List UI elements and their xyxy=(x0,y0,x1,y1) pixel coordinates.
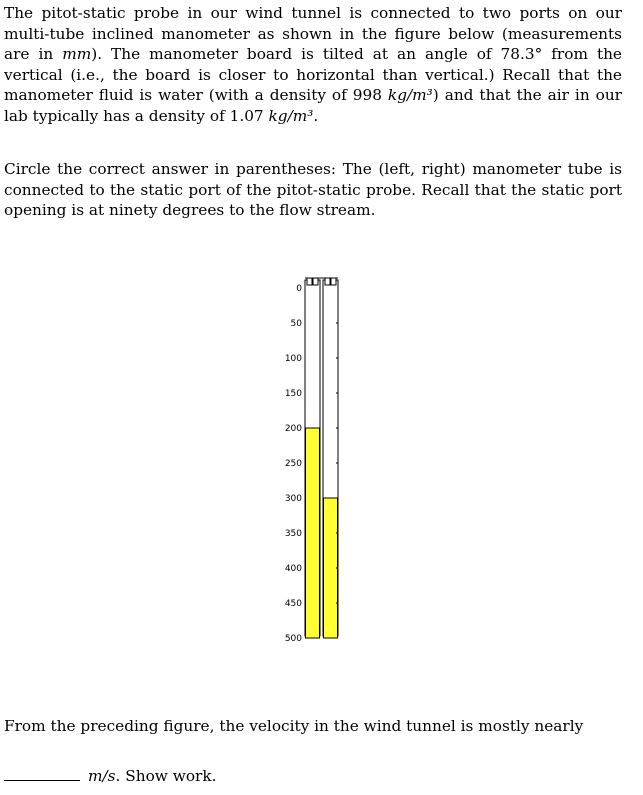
statement-text-1: The pitot-static probe in our wind tunnel is connected to two ports on our multi-tube inclined manometer as shown in the figure below (measurements are in xyxy=(4,4,622,63)
velocity-question: From the preceding figure, the velocity in the wind tunnel is mostly nearly xyxy=(4,717,584,735)
unit-density-water: kg/m³ xyxy=(387,86,433,104)
statement-text-4: . xyxy=(313,106,319,125)
manometer-figure xyxy=(270,270,350,650)
left-tube-fluid xyxy=(306,428,320,638)
right-tube-fluid xyxy=(324,498,338,638)
answer-line xyxy=(4,766,622,787)
scale-label: 400 xyxy=(284,564,302,574)
scale-label: 450 xyxy=(284,599,302,609)
scale-label: 200 xyxy=(284,424,302,434)
statement-text-3: ) and that the air in our lab typically has a density of 1.07 xyxy=(4,86,622,125)
scale-label: 50 xyxy=(290,319,302,329)
unit-mm: mm xyxy=(62,45,92,63)
scale-label: 0 xyxy=(296,284,302,294)
tube-top-caps xyxy=(305,278,338,285)
scale-label: 300 xyxy=(284,494,302,504)
circle-question: Circle the correct answer in parentheses: The (left, right) manometer tube is connected to the static port of the pitot-static probe. Recall that the static port opening is at ninety degrees to the flow stream. xyxy=(4,160,622,219)
scale-label: 350 xyxy=(284,529,302,539)
answer-blank[interactable] xyxy=(4,766,80,781)
scale-label: 500 xyxy=(284,634,302,644)
scale-label: 250 xyxy=(284,459,302,469)
scale-label: 150 xyxy=(284,389,302,399)
scale-label: 100 xyxy=(284,354,302,364)
problem-statement xyxy=(4,3,622,126)
statement-text-2: ). The manometer board is tilted at an angle of 78.3° from the vertical (i.e., the board is closer to horizontal than vertical.) Recall that the manometer fluid is water (with a density of 998 xyxy=(4,45,622,104)
show-work-text: . Show work. xyxy=(115,767,217,785)
unit-density-air: kg/m³ xyxy=(268,106,314,125)
unit-mps: m/s xyxy=(88,767,116,785)
